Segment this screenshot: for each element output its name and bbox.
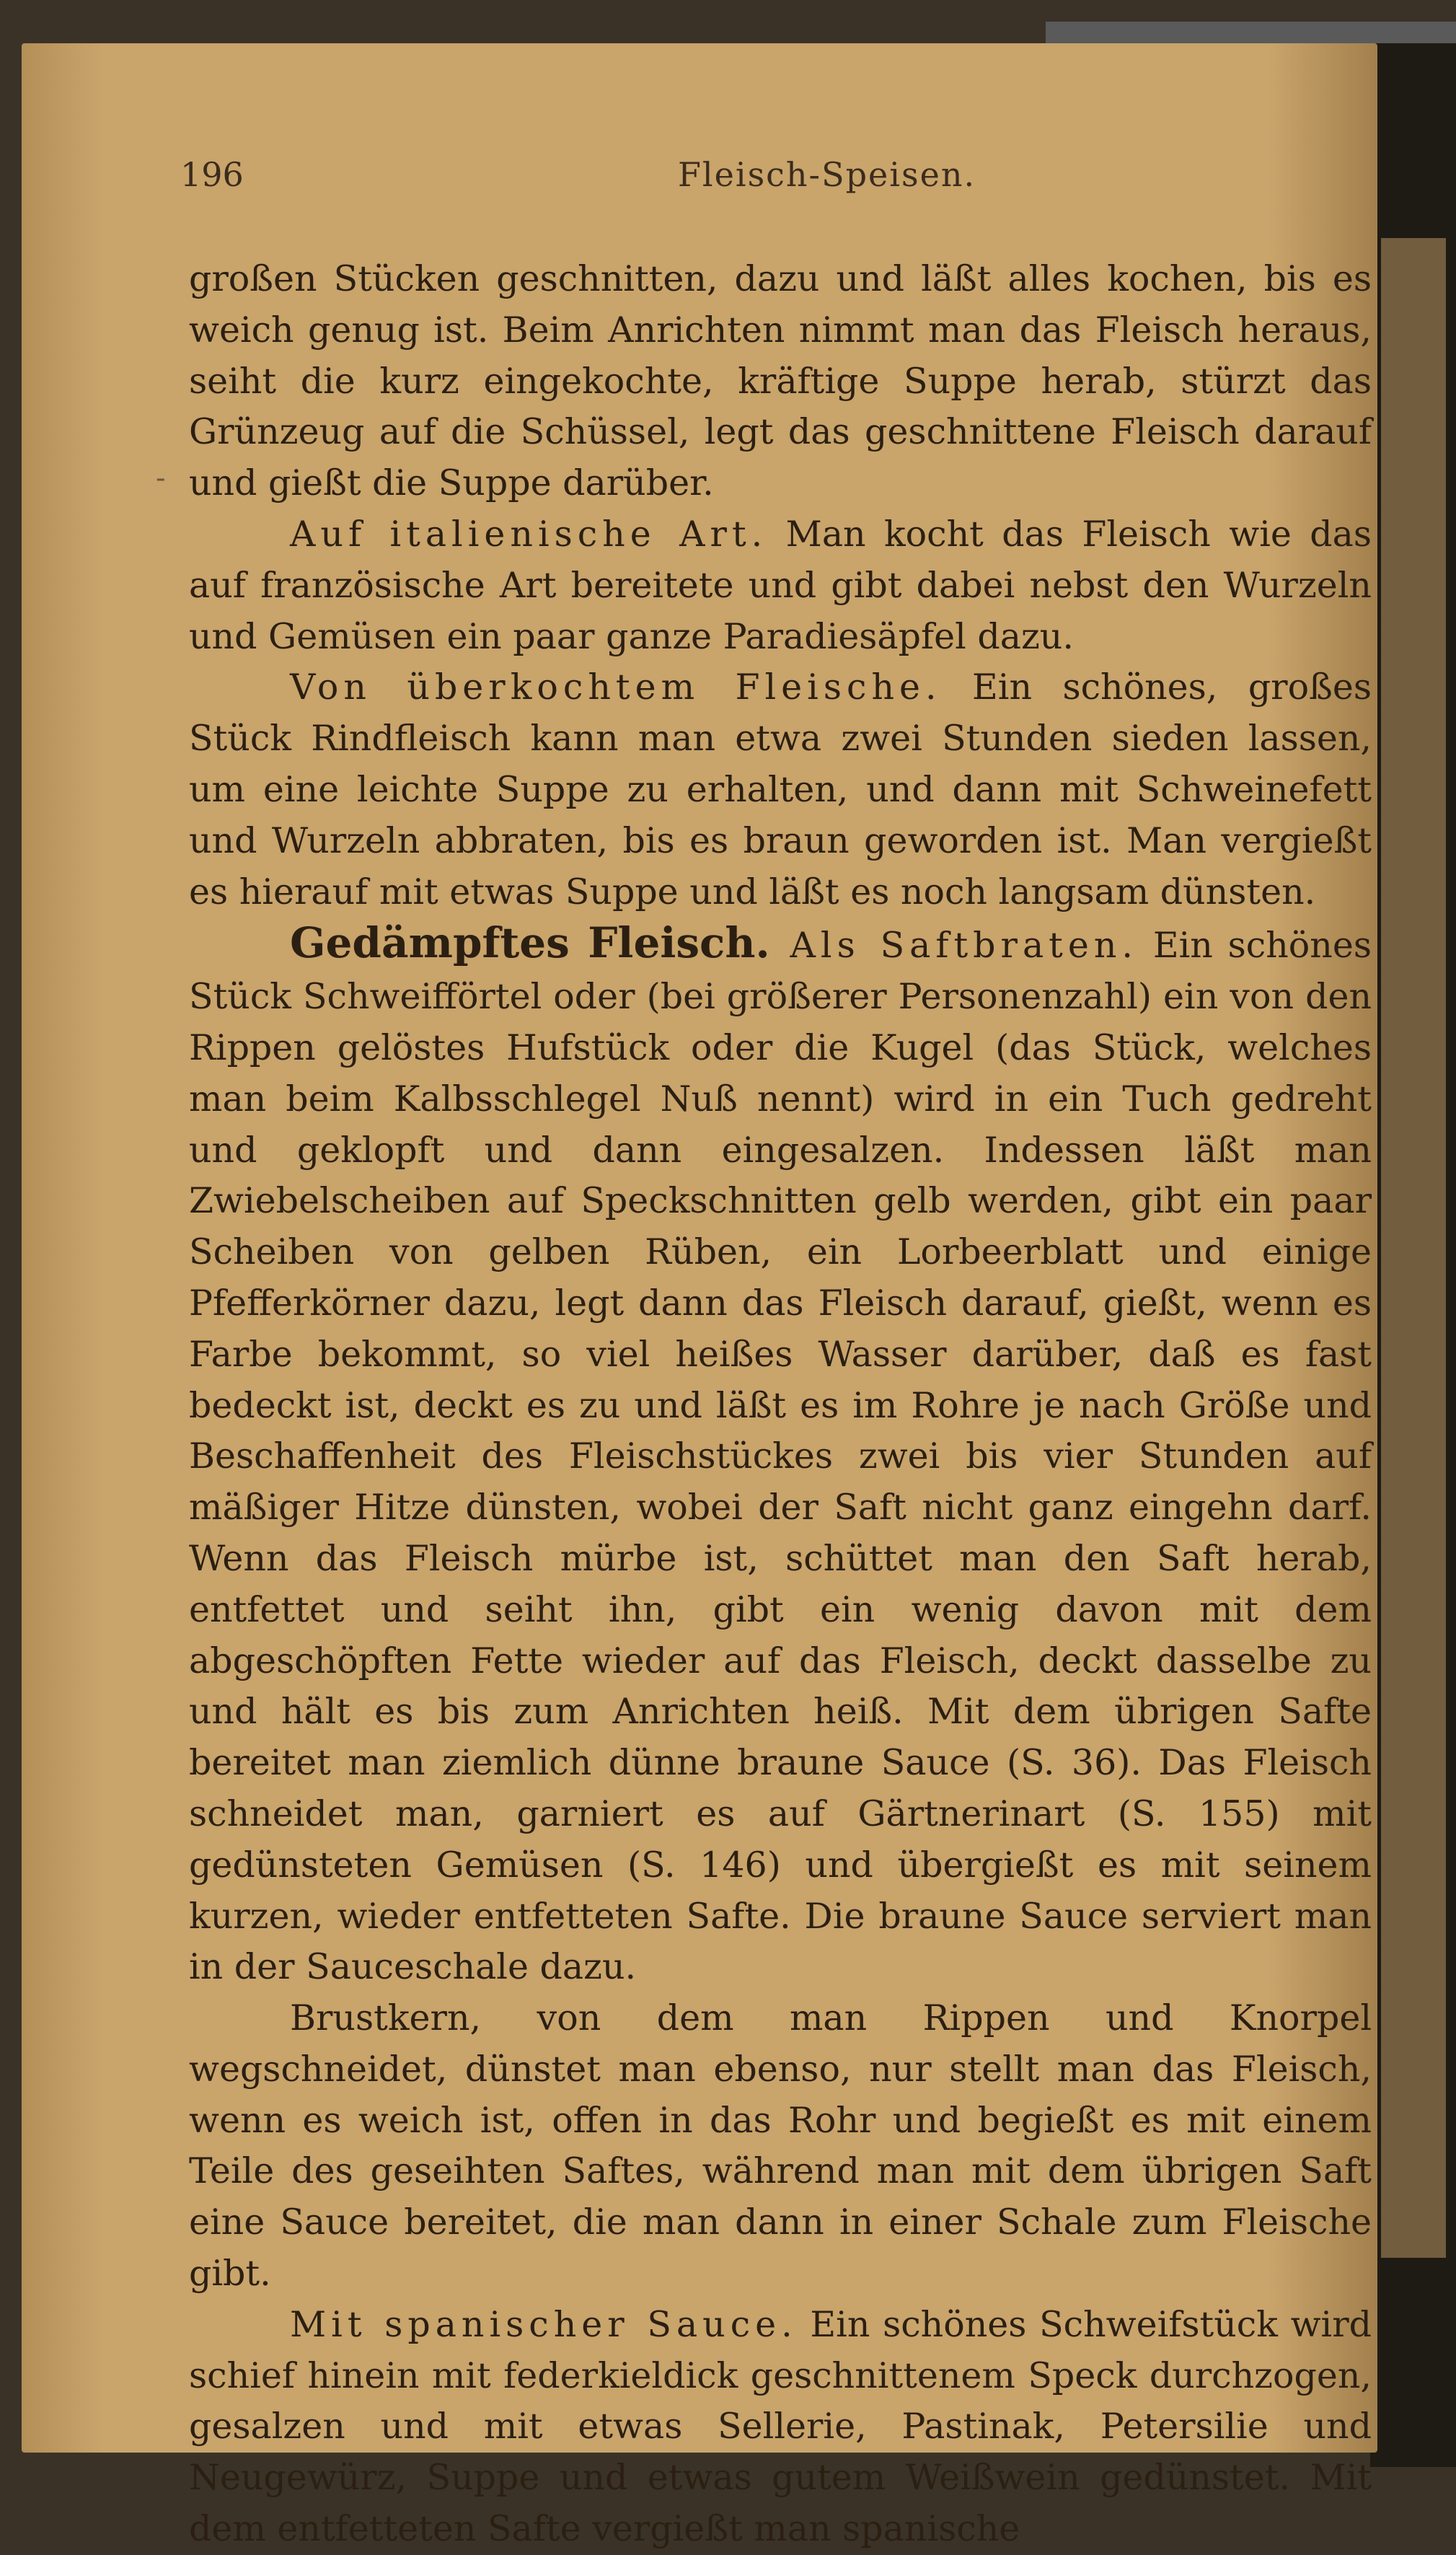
paragraph-spanish-sauce: Mit spanischer Sauce. Ein schönes Schweifstück wird schief hinein mit federkieldick geschnittenem Speck durchzogen, gesalzen und mit etwas Sellerie, Pastinak, Petersilie und Neugewürz, Suppe und etwas gutem Weißwein gedünstet. Mit dem entfetteten Safte vergießt man spanische: [189, 2303, 1372, 2550]
section-heading: Von überkochtem Fleische.: [290, 667, 942, 708]
page-body: [189, 254, 1372, 2555]
pencil-mark: -: [156, 462, 166, 495]
section-heading: Mit spanischer Sauce.: [290, 2303, 798, 2345]
recipe-title: Gedämpftes Fleisch.: [290, 918, 770, 968]
running-title: Fleisch-Speisen.: [678, 155, 976, 194]
section-heading: Auf italienische Art.: [290, 513, 768, 555]
paragraph-brisket: Brustkern, von dem man Rippen und Knorpel wegschneidet, dünstet man ebenso, nur stellt man das Fleisch, wenn es weich ist, offen in das Rohr und begießt es mit einem Teile des geseihten Saftes, während man mit dem übrigen Saft eine Sauce bereitet, die man dann in einer Schale zum Fleische gibt.: [189, 1997, 1372, 2295]
next-page-edge: [1381, 238, 1446, 2258]
page-number: 196: [180, 155, 244, 194]
paragraph-1: großen Stücken geschnitten, dazu und läßt alles kochen, bis es weich genug ist. Beim Anrichten nimmt man das Fleisch heraus, seiht die kurz eingekochte, kräftige Suppe herab, stürzt das Grünzeug auf die Schüssel, legt das geschnittene Fleisch darauf und gießt die Suppe darüber.: [189, 258, 1372, 504]
paragraph-overcooked-meat: Von überkochtem Fleische. Ein schönes, großes Stück Rindfleisch kann man etwa zwei Stunden sieden lassen, um eine leichte Suppe zu erhalten, und dann mit Schweinefett und Wurzeln abbraten, bis es braun geworden ist. Man vergießt es hierauf mit etwas Suppe und läßt es noch langsam dünsten.: [189, 667, 1372, 913]
paragraph-italian-style: Auf italienische Art. Man kocht das Fleisch wie das auf französische Art bereitete und gibt dabei nebst den Wurzeln und Gemüsen ein paar ganze Paradiesäpfel dazu.: [189, 513, 1372, 657]
section-heading: Als Saftbraten.: [769, 925, 1139, 967]
paragraph-steamed-meat: Gedämpftes Fleisch. Als Saftbraten. Ein schönes Stück Schweifförtel oder (bei größerer Personenzahl) ein von den Rippen gelöstes Hufstück oder die Kugel (das Stück, welches man beim Kalbsschlegel Nuß nennt) wird in ein Tuch gedreht und geklopft und dann eingesalzen. Indessen läßt man Zwiebelscheiben auf Speckschnitten gelb werden, gibt ein paar Scheiben von gelben Rüben, ein Lorbeerblatt und einige Pfefferkörner dazu, legt dann das Fleisch darauf, gießt, wenn es Farbe bekommt, so viel heißes Wasser darüber, daß es fast bedeckt ist, deckt es zu und läßt es im Rohre je nach Größe und Beschaffenheit des Fleischstückes zwei bis vier Stunden auf mäßiger Hitze dünsten, wobei der Saft nicht ganz eingehn darf. Wenn das Fleisch mürbe ist, schüttet man den Saft herab, entfettet und seiht ihn, gibt ein wenig davon mit dem abgeschöpften Fette wieder auf das Fleisch, deckt dasselbe zu und hält es bis zum Anrichten heiß. Mit dem übrigen Safte bereitet man ziemlich dünne braune Sauce (S. 36). Das Fleisch schneidet man, garniert es auf Gärtnerinart (S. 155) mit gedünsteten Gemüsen (S. 146) und übergießt es mit seinem kurzen, wieder entfetteten Safte. Die braune Sauce serviert man in der Sauceschale dazu.: [189, 918, 1372, 1988]
page-header: [180, 155, 1334, 198]
